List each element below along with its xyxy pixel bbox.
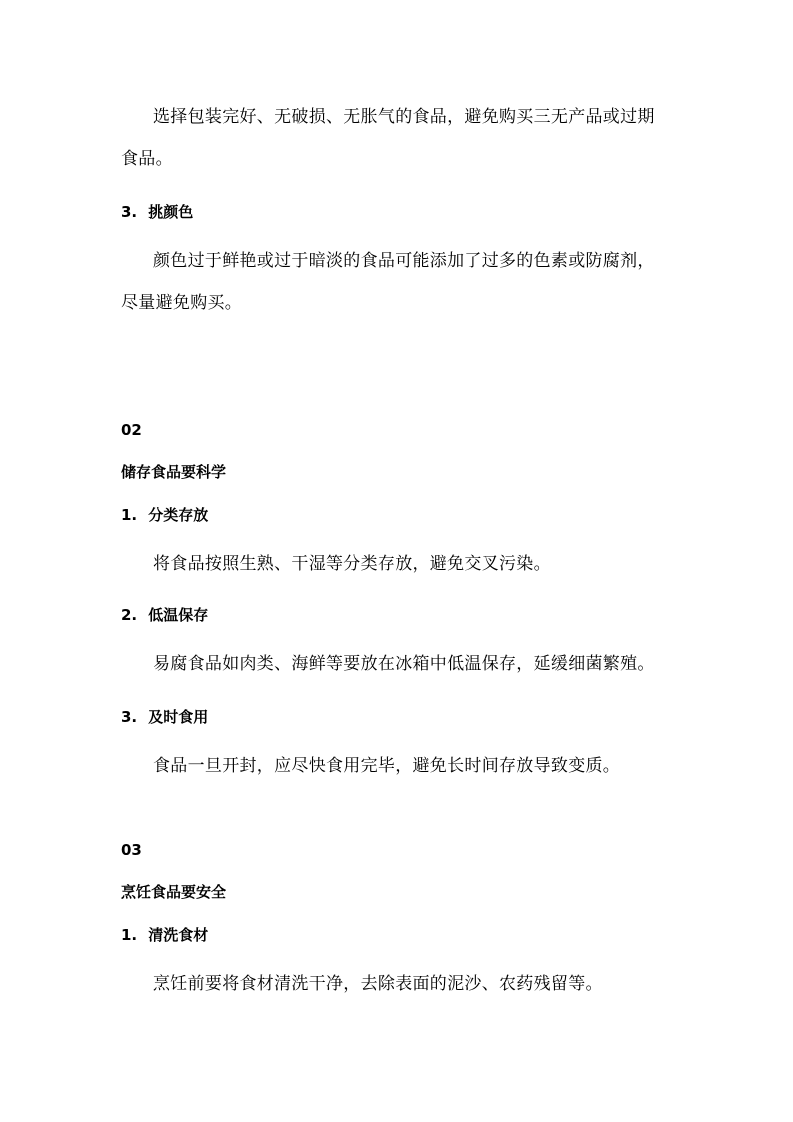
item-number: 3. (121, 708, 138, 726)
item-paragraph: 颜色过于鲜艳或过于暗淡的食品可能添加了过多的色素或防腐剂，尽量避免购买。 (121, 251, 655, 313)
item-number: 2. (121, 606, 138, 624)
intro-paragraph: 选择包装完好、无破损、无胀气的食品，避免购买三无产品或过期食品。 (121, 107, 655, 169)
section-number: 02 (121, 421, 142, 439)
item-number: 3. (121, 203, 138, 221)
item-paragraph: 烹饪前要将食材清洗干净，去除表面的泥沙、农药残留等。 (153, 974, 603, 994)
item-number: 1. (121, 926, 138, 944)
item-heading-pick-color (121, 200, 193, 224)
section-title: 烹饪食品要安全 (121, 883, 227, 901)
item-paragraph: 易腐食品如肉类、海鲜等要放在冰箱中低温保存，延缓细菌繁殖。 (153, 654, 655, 674)
item-heading-eat-promptly (121, 705, 208, 729)
item-title: 低温保存 (148, 606, 209, 624)
item-heading-wash-ingredients (121, 923, 208, 947)
section-title: 储存食品要科学 (121, 463, 227, 481)
item-title: 清洗食材 (148, 926, 209, 944)
item-number: 1. (121, 506, 138, 524)
item-title: 及时食用 (148, 708, 209, 726)
item-heading-sort-storage (121, 503, 208, 527)
item-paragraph: 将食品按照生熟、干湿等分类存放，避免交叉污染。 (153, 554, 551, 574)
item-heading-low-temp (121, 603, 208, 627)
item-paragraph: 食品一旦开封，应尽快食用完毕，避免长时间存放导致变质。 (153, 756, 621, 776)
item-title: 挑颜色 (148, 203, 194, 221)
item-title: 分类存放 (148, 506, 209, 524)
section-number: 03 (121, 841, 142, 859)
